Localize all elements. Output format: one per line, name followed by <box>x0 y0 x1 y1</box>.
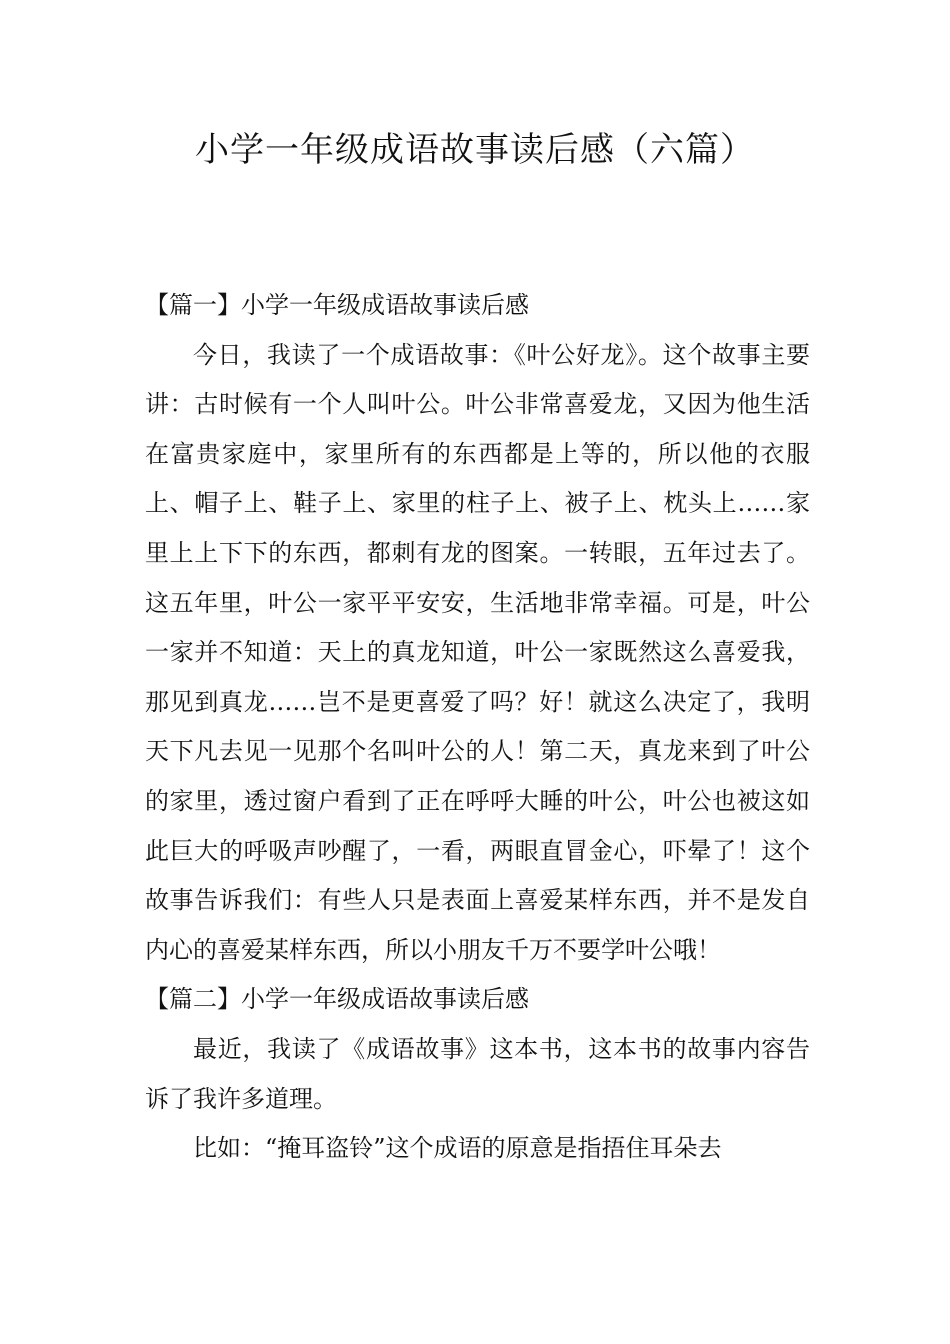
document-title: 小学一年级成语故事读后感（六篇） <box>195 130 755 170</box>
section-2-paragraph-2: 比如：“掩耳盗铃”这个成语的原意是指捂住耳朵去 <box>193 1134 722 1163</box>
section-heading-2: 【篇二】小学一年级成语故事读后感 <box>145 985 529 1014</box>
section-heading-1: 【篇一】小学一年级成语故事读后感 <box>145 291 529 319</box>
section-1-paragraph-1: 今日，我读了一个成语故事：《叶公好龙》。这个故事主要讲：古时候有一个人叫叶公。叶公非常喜爱龙，又因为他生活在富贵家庭中，家里所有的东西都是上等的，所以他的衣服上、帽子上、鞋子上、家里的柱子上、被子上、枕头上……家里上上下下的东西，都刺有龙的图案。一转眼，五年过去了。这五年里，叶公一家平平安安，生活地非常幸福。可是，叶公一家并不知道：天上的真龙知道，叶公一家既然这么喜爱我，那见到真龙……岂不是更喜爱了吗？好！就这么决定了，我明天下凡去见一见那个名叫叶公的人！第二天，真龙来到了叶公的家里，透过窗户看到了正在呼呼大睡的叶公，叶公也被这如此巨大的呼吸声吵醒了，一看，两眼直冒金心，吓晕了！这个故事告诉我们：有些人只是表面上喜爱某样东西，并不是发自内心的喜爱某样东西，所以小朋友千万不要学叶公哦！ <box>145 340 810 964</box>
section-2-paragraph-1: 最近，我读了《成语故事》这本书，这本书的故事内容告诉了我许多道理。 <box>145 1034 810 1113</box>
document-body <box>145 281 810 1174</box>
